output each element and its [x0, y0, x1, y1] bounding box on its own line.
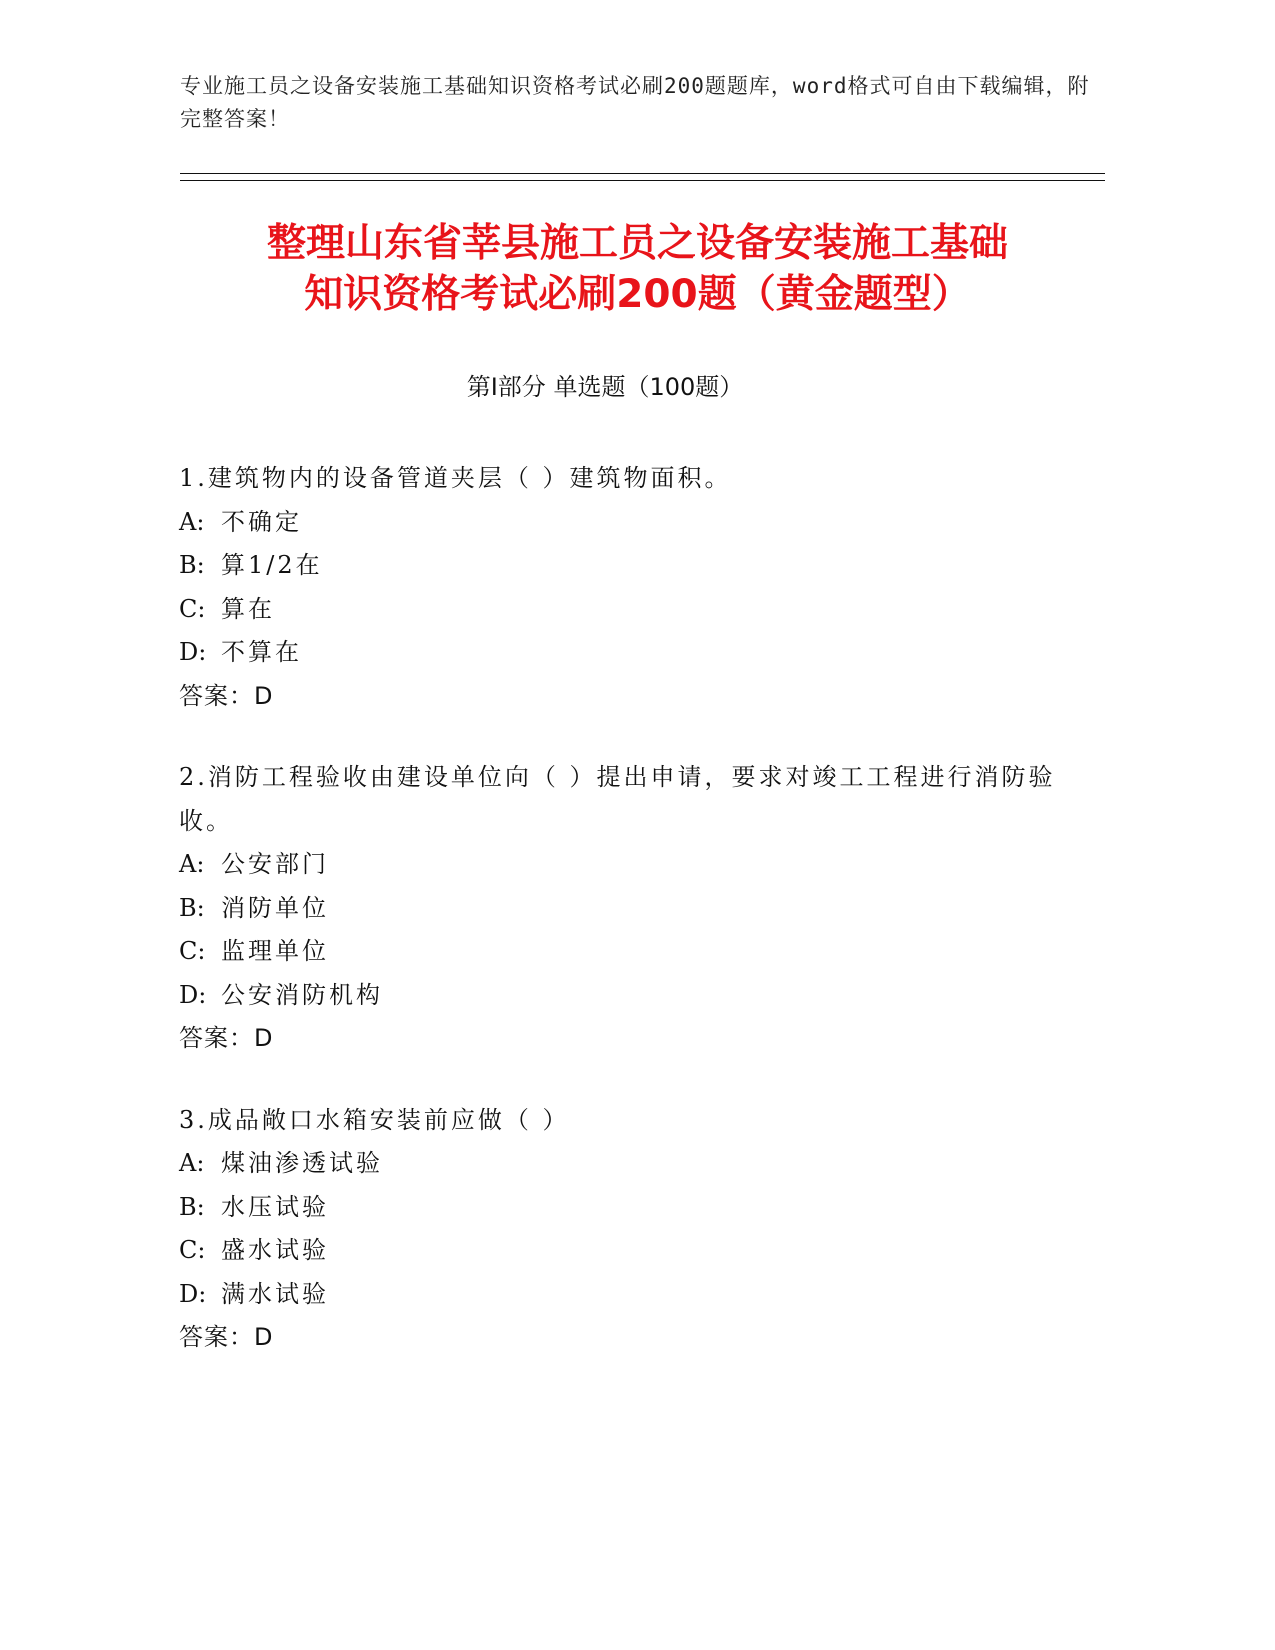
document-title-line-1: 整理山东省莘县施工员之设备安装施工基础: [266, 221, 1008, 266]
option-label: B:: [179, 893, 205, 922]
option-label: D:: [179, 980, 207, 1009]
header-divider-bottom: [180, 180, 1105, 181]
option-label: A:: [179, 1149, 205, 1177]
option-label: D:: [179, 1279, 207, 1308]
option-b: [179, 1186, 1059, 1230]
section-title: 第Ⅰ部分 单选题（100题）: [466, 373, 744, 401]
option-text: 公安部门: [221, 850, 329, 878]
option-label: C:: [179, 1236, 206, 1264]
option-c: [179, 930, 1059, 974]
option-d: [179, 974, 1059, 1018]
option-text: 监理单位: [221, 937, 329, 965]
question-1: [179, 457, 1059, 718]
option-text: 满水试验: [221, 1279, 329, 1308]
option-d: [179, 1273, 1059, 1317]
option-b: [179, 544, 1059, 588]
option-b: [179, 887, 1059, 931]
answer: 答案：D: [179, 681, 274, 710]
option-a: [179, 843, 1059, 887]
header-note: 专业施工员之设备安装施工基础知识资格考试必刷200题题库，word格式可自由下载编辑，附完整答案！: [180, 74, 1090, 131]
option-label: D:: [179, 638, 207, 666]
answer: 答案：D: [179, 1323, 274, 1351]
option-c: [179, 588, 1059, 632]
question-stem: 1.建筑物内的设备管道夹层（ ）建筑物面积。: [179, 464, 732, 492]
option-text: 不确定: [221, 507, 302, 536]
question-stem: 3.成品敞口水箱安装前应做（ ）: [179, 1105, 570, 1134]
option-label: C:: [179, 937, 206, 965]
option-a: [179, 1142, 1059, 1186]
question-2: [179, 756, 1059, 1061]
option-text: 算在: [221, 594, 275, 623]
document-title-line-2: 知识资格考试必刷200题（黄金题型）: [304, 272, 971, 317]
option-label: A:: [179, 850, 205, 878]
header-divider-top: [180, 173, 1105, 174]
question-stem: 2.消防工程验收由建设单位向（ ）提出申请，要求对竣工工程进行消防验收。: [179, 763, 1056, 835]
option-text: 消防单位: [221, 893, 329, 922]
option-label: A:: [179, 507, 205, 536]
option-text: 公安消防机构: [221, 980, 383, 1009]
option-text: 煤油渗透试验: [221, 1149, 383, 1177]
option-label: B:: [179, 1192, 205, 1221]
option-text: 盛水试验: [221, 1236, 329, 1264]
option-label: C:: [179, 594, 206, 623]
question-3: [179, 1099, 1059, 1360]
answer: 答案：D: [179, 1024, 274, 1052]
option-label: B:: [179, 551, 205, 579]
question-list: [179, 457, 1059, 1398]
option-a: [179, 501, 1059, 545]
option-text: 水压试验: [221, 1192, 329, 1221]
option-text: 不算在: [221, 638, 302, 666]
option-d: [179, 631, 1059, 675]
document-title: [150, 218, 1125, 320]
option-text: 算1/2在: [221, 551, 323, 579]
option-c: [179, 1229, 1059, 1273]
